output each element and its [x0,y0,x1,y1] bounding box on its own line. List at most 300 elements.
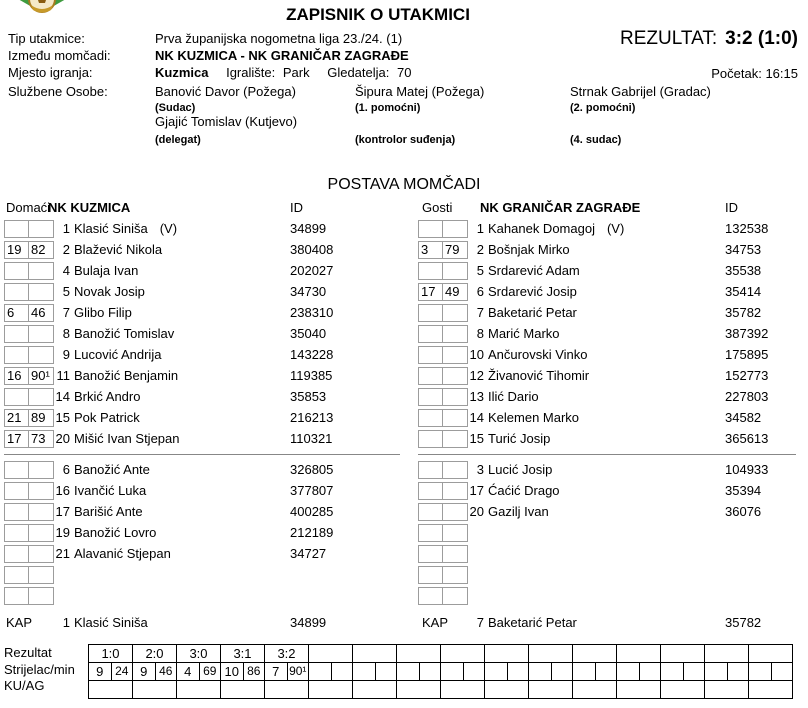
player-row [4,429,408,450]
player-row [418,282,804,303]
player-id: 387392 [725,326,769,341]
match-type-label: Tip utakmice: [8,31,85,46]
result-cell [441,645,485,663]
player-row [4,303,408,324]
scorer-value [441,663,463,680]
sub-in-number-box [418,220,444,238]
player-row [4,523,408,544]
ku-ag-cell [485,681,529,699]
result-line [620,28,798,50]
player-id: 326805 [290,462,334,477]
jersey-number: 10 [469,347,484,362]
player-id: 400285 [290,504,334,519]
scorer-minute-cell [89,663,133,681]
jersey-number: 19 [55,525,70,540]
home-subs-list [4,460,408,607]
away-id-column-label: ID [725,200,738,215]
player-id: 238310 [290,305,334,320]
jersey-number: 7 [476,615,484,630]
teams-value: NK KUZMICA - NK GRANIČAR ZAGRAĐE [155,48,409,63]
ku-ag-cell [353,681,397,699]
player-id: 35538 [725,263,762,278]
scorer-minute-cell [749,663,793,681]
ku-ag-row-label: KU/AG [4,678,45,693]
scorer-value [529,663,551,680]
sub-minute-box: 90¹ [28,367,54,385]
minute-value: 24 [111,663,133,680]
ku-ag-cell [309,681,353,699]
player-row [418,387,804,408]
home-side-label: Domaći [6,200,51,215]
pitch-label: Igralište: [226,65,276,80]
jersey-number: 14 [55,389,70,404]
player-row [4,219,408,240]
player-name: Gazilj Ivan [488,504,549,519]
sub-in-number-box: 6 [4,304,30,322]
player-name: Ivančić Luka [74,483,147,498]
home-team-name: NK KUZMICA [48,200,131,215]
sub-in-number-box [418,388,444,406]
sub-minute-box: 89 [28,409,54,427]
player-id: 110321 [290,431,333,446]
player-name: Lucić Josip [488,462,553,477]
venue-label: Mjesto igranja: [8,65,93,80]
jersey-number: 17 [55,504,70,519]
delegate-role: (delegat) [155,134,201,146]
result-cell [397,645,441,663]
player-row [4,408,408,429]
jersey-number: 21 [55,546,70,561]
kickoff-line [711,66,798,81]
player-name: Mišić Ivan Stjepan [74,431,180,446]
result-cell: 3:1 [221,645,265,663]
home-kap-label: KAP [6,615,33,630]
player-row [418,345,804,366]
assistant1-role: (1. pomoćni) [355,102,421,114]
player-id: 152773 [725,368,769,383]
player-id: 34899 [290,221,327,236]
player-name: Banožić Tomislav [74,326,175,341]
minute-value [771,663,793,680]
minute-value [727,663,749,680]
player-id: 34753 [725,242,762,257]
scorer-minute-cell [529,663,573,681]
player-row [418,324,804,345]
jersey-number: 7 [62,305,70,320]
scorer-value [309,663,331,680]
delegate-name: Gjajić Tomislav (Kutjevo) [155,114,298,129]
sub-in-number-box [4,325,30,343]
player-id: 104933 [725,462,769,477]
player-id: 132538 [725,221,769,236]
ku-ag-cell [265,681,309,699]
player-id: 35040 [290,326,327,341]
venue-city: Kuzmica [155,65,209,80]
result-cell [573,645,617,663]
minute-value [595,663,617,680]
scorer-value: 4 [184,664,192,679]
sub-in-number-box [418,566,444,584]
player-row [418,586,804,607]
scorer-minute-cell [397,663,441,681]
jersey-number: 4 [62,263,70,278]
kickoff-label: Početak: [711,66,762,81]
player-id: 377807 [290,483,334,498]
player-name: Banožić Ante [74,462,150,477]
player-id: 35853 [290,389,327,404]
player-name: Banožić Benjamin [74,368,179,383]
player-row [4,544,408,565]
jersey-number: 6 [476,284,484,299]
goals-result-row [89,645,793,663]
home-captain-row [4,613,408,634]
player-row [418,219,804,240]
player-name: Alavanić Stjepan [74,546,171,561]
minute-value [551,663,573,680]
jersey-number: 16 [55,483,70,498]
player-row [418,481,804,502]
minute-value [331,663,353,680]
ku-ag-cell [661,681,705,699]
sub-in-number-box [4,503,30,521]
player-id: 35414 [725,284,762,299]
minute-value [419,663,441,680]
scorer-value [485,663,507,680]
sub-in-number-box: 21 [4,409,30,427]
player-name: Barišić Ante [74,504,143,519]
sub-minute-box [28,566,54,584]
referee-name: Banović Davor (Požega) [155,84,296,99]
result-label: REZULTAT: [620,28,718,49]
captain-mark: (V) [606,221,625,236]
player-row [4,282,408,303]
jersey-number: 11 [56,368,70,383]
player-row [4,502,408,523]
result-cell [529,645,573,663]
minute-value: 90¹ [287,663,309,680]
player-name: Baketarić Petar [488,615,577,630]
scorer-minute-cell [661,663,705,681]
player-name: Glibo Filip [74,305,132,320]
jersey-number: 8 [62,326,70,341]
player-row [418,240,804,261]
player-row [418,429,804,450]
scorer-minute-cell [705,663,749,681]
player-row [4,324,408,345]
sub-minute-box: 79 [442,241,468,259]
player-id: 216213 [290,410,334,425]
sub-in-number-box [418,262,444,280]
result-row-label: Rezultat [4,645,52,660]
sub-minute-box: 82 [28,241,54,259]
player-name: Blažević Nikola [74,242,163,257]
scorer-value [661,663,683,680]
ku-ag-cell [529,681,573,699]
player-row [4,366,408,387]
jersey-number: 1 [62,615,70,630]
sub-in-number-box [418,482,444,500]
away-kap-label: KAP [422,615,449,630]
ku-ag-cell [221,681,265,699]
away-team-header [418,198,804,218]
ku-ag-cell [705,681,749,699]
minute-value [639,663,661,680]
sub-minute-box [442,566,468,584]
goals-table [88,644,793,699]
sub-in-number-box [4,283,30,301]
player-name: Ćaćić Drago [488,483,560,498]
jersey-number: 8 [476,326,484,341]
sub-in-number-box [4,262,30,280]
player-row [418,523,804,544]
sub-minute-box [442,524,468,542]
scorer-value [749,663,771,680]
scorer-value [573,663,595,680]
sub-in-number-box [4,388,30,406]
scorer-minute-cell [441,663,485,681]
player-row [418,261,804,282]
player-id: 35782 [725,615,762,630]
jersey-number: 9 [62,347,70,362]
jersey-number: 2 [476,242,484,257]
match-type-value: Prva županijska nogometna liga 23./24. (1) [155,31,403,46]
player-name: Lucović Andrija [74,347,162,362]
ku-ag-cell [749,681,793,699]
minute-value [683,663,705,680]
jersey-number: 14 [469,410,484,425]
jersey-number: 1 [476,221,484,236]
player-id: 119385 [290,368,333,383]
result-cell: 3:2 [265,645,309,663]
assistant1-name: Šipura Matej (Požega) [355,84,485,99]
player-row [4,345,408,366]
sub-in-number-box [418,524,444,542]
pitch-value: Park [282,65,310,80]
sub-in-number-box [418,346,444,364]
home-team-header [4,198,408,218]
jersey-number: 3 [476,462,484,477]
jersey-number: 5 [476,263,484,278]
sub-in-number-box: 3 [418,241,444,259]
scorer-minute-cell [309,663,353,681]
result-cell: 2:0 [133,645,177,663]
sub-in-number-box [418,430,444,448]
sub-in-number-box [418,545,444,563]
sub-in-number-box: 17 [418,283,444,301]
spectators-value: 70 [397,65,412,80]
player-name: Banožić Lovro [74,525,157,540]
jersey-number: 12 [469,368,484,383]
player-row [4,565,408,586]
player-row [418,502,804,523]
player-name: Bulaja Ivan [74,263,139,278]
sub-minute-box [442,587,468,605]
sub-in-number-box [418,304,444,322]
sub-in-number-box: 17 [4,430,30,448]
sub-in-number-box [418,367,444,385]
sub-in-number-box [4,545,30,563]
player-row [418,366,804,387]
player-id: 34899 [290,615,327,630]
player-name: Ančurovski Vinko [488,347,588,362]
ku-ag-cell [617,681,661,699]
minute-value [463,663,485,680]
player-name: Kahanek Domagoj [488,221,595,236]
sub-in-number-box [4,566,30,584]
jersey-number: 15 [55,410,70,425]
player-row [4,240,408,261]
player-row [418,460,804,481]
player-name: Pok Patrick [74,410,140,425]
player-id: 143228 [290,347,334,362]
away-side-label: Gosti [422,200,453,215]
result-cell [617,645,661,663]
ku-ag-cell [177,681,221,699]
fourth-official-role: (4. sudac) [570,134,622,146]
player-name: Novak Josip [74,284,145,299]
result-cell: 3:0 [177,645,221,663]
away-captain-row [418,613,804,634]
result-cell: 1:0 [89,645,133,663]
sub-in-number-box [418,409,444,427]
result-cell [353,645,397,663]
player-row [418,408,804,429]
player-id: 34727 [290,546,327,561]
sub-minute-box: 73 [28,430,54,448]
player-id: 380408 [290,242,334,257]
player-id: 202027 [290,263,334,278]
sub-in-number-box [418,587,444,605]
player-name: Živanović Tihomir [488,368,590,383]
player-id: 36076 [725,504,762,519]
jersey-number: 20 [55,431,70,446]
result-value: 3:2 (1:0) [725,28,798,49]
sub-in-number-box [418,461,444,479]
ku-ag-cell [133,681,177,699]
assistant2-name: Strnak Gabrijel (Gradac) [570,84,711,99]
player-name: Srdarević Adam [488,263,580,278]
scorer-minute-cell [177,663,221,681]
scorer-value: 9 [140,664,148,679]
sub-in-number-box [4,482,30,500]
minute-value: 69 [199,663,221,680]
scorer-value: 7 [272,664,280,679]
player-name: Marić Marko [488,326,560,341]
sub-in-number-box [418,325,444,343]
minute-value [375,663,397,680]
jersey-number: 6 [62,462,70,477]
spectators-label: Gledatelja: [327,65,390,80]
scorer-minute-cell [265,663,309,681]
sub-minute-box: 49 [442,283,468,301]
ku-ag-cell [573,681,617,699]
scorer-value [705,663,727,680]
player-id: 35782 [725,305,762,320]
player-row [418,303,804,324]
player-name: Srdarević Josip [488,284,577,299]
sub-in-number-box [4,346,30,364]
scorer-value: 9 [96,664,104,679]
player-row [4,460,408,481]
jersey-number: 5 [62,284,70,299]
sub-in-number-box [4,461,30,479]
player-name: Ilić Dario [488,389,539,404]
player-row [4,261,408,282]
player-row [4,586,408,607]
assistant2-role: (2. pomoćni) [570,102,636,114]
player-id: 227803 [725,389,769,404]
player-name: Bošnjak Mirko [488,242,570,257]
away-starters-list [418,219,804,450]
scorer-minute-cell [221,663,265,681]
jersey-number: 20 [469,504,484,519]
player-id: 365613 [725,431,769,446]
scorer-value [353,663,375,680]
scorer-value [617,663,639,680]
goals-ku-ag-row [89,681,793,699]
jersey-number: 2 [62,242,70,257]
player-id: 212189 [290,525,334,540]
player-name: Turić Josip [488,431,551,446]
sub-in-number-box [4,220,30,238]
goals-scorer-row [89,663,793,681]
player-id: 175895 [725,347,769,362]
scorer-minute-cell [573,663,617,681]
player-row [418,565,804,586]
minute-value: 86 [243,663,265,680]
scorer-value [397,663,419,680]
player-id: 35394 [725,483,762,498]
sub-in-number-box [418,503,444,521]
player-row [4,387,408,408]
referee-role: (Sudac) [155,102,196,114]
home-starters-list [4,219,408,450]
home-id-column-label: ID [290,200,303,215]
lineup-section-title: POSTAVA MOMČADI [327,176,481,193]
jersey-number: 13 [469,389,484,404]
sub-minute-box: 46 [28,304,54,322]
jersey-number: 17 [469,483,484,498]
player-name: Baketarić Petar [488,305,577,320]
ku-ag-cell [89,681,133,699]
scorer-minute-cell [617,663,661,681]
scorer-minute-cell [133,663,177,681]
kickoff-value: 16:15 [765,66,798,81]
player-name: Klasić Siniša [74,221,148,236]
scorer-row-label: Strijelac/min [4,662,75,677]
player-name: Brkić Andro [74,389,141,404]
sub-minute-box [442,545,468,563]
result-cell [661,645,705,663]
home-subs-divider [4,454,400,455]
sub-in-number-box [4,587,30,605]
result-cell [705,645,749,663]
scorer-value: 10 [224,664,239,679]
player-name: Klasić Siniša [74,615,148,630]
club-crest-icon [16,0,68,17]
away-subs-divider [418,454,796,455]
jersey-number: 15 [469,431,484,446]
result-cell [485,645,529,663]
minute-value [507,663,529,680]
page-title: ZAPISNIK O UTAKMICI [286,5,470,24]
controller-role: (kontrolor suđenja) [355,134,456,146]
sub-in-number-box: 19 [4,241,30,259]
jersey-number: 1 [62,221,70,236]
sub-in-number-box: 16 [4,367,30,385]
captain-mark: (V) [159,221,178,236]
away-team-name: NK GRANIČAR ZAGRAĐE [480,200,641,215]
